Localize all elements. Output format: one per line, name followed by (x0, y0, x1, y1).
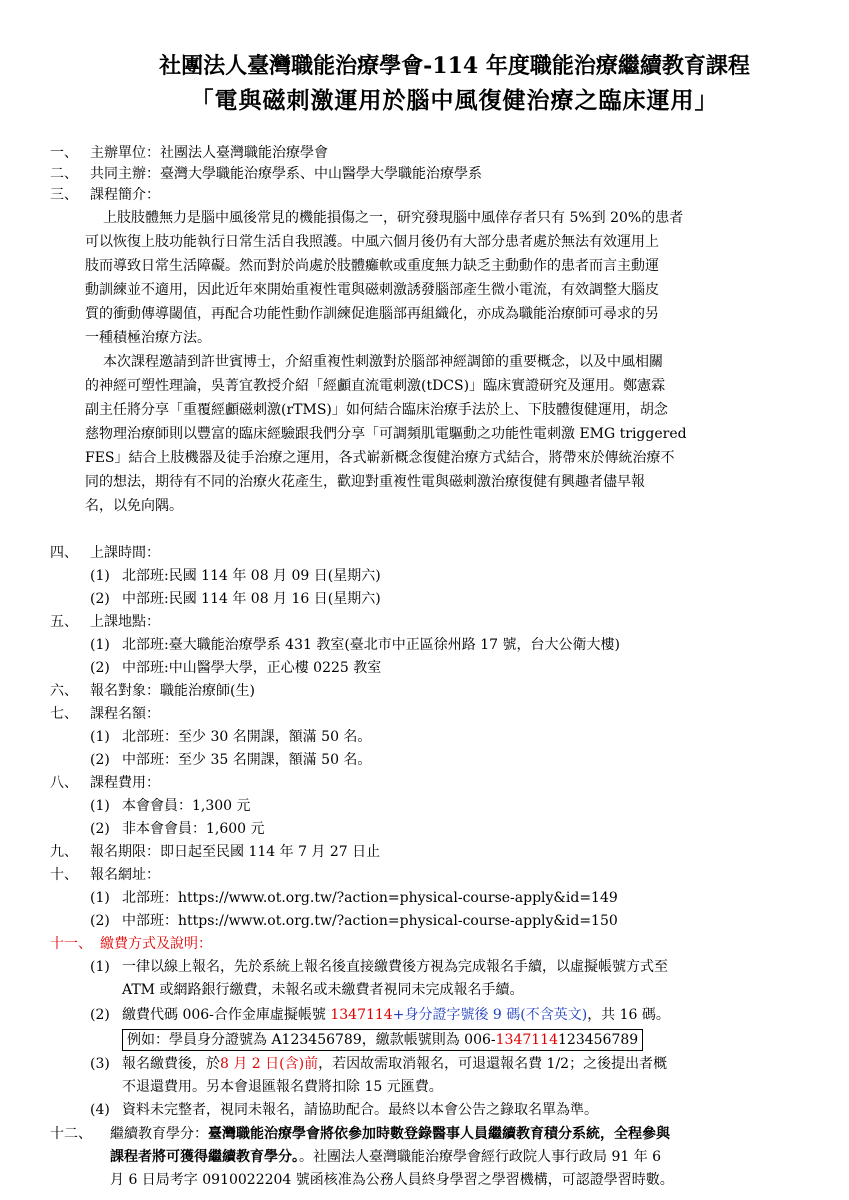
course-title: 「電與磁刺激運用於腦中風復健治療之臨床運用」 (190, 87, 719, 114)
section-number: 五、 (50, 614, 78, 630)
section-number: 六、 (50, 683, 78, 699)
document-page: 社團法人臺灣職能治療學會-114 年度職能治療繼續教育課程 「電與磁刺激運用於腦中風復健治療之臨床運用」 一、 主辦單位：社團法人臺灣職能治療學會 二、 共同主辦：臺灣大學職能治療學系、中山醫學大學職能治療學系 三、 課程簡介： 上肢肢體無力是腦中風後常見的機能損傷之一，研究發現腦中風倖存者只有 5%到 20%的患者 可以恢復上肢功能執行日常生活自我照護。中風六個月後仍有大部分患者處於無法有效運用上 肢而導致日常生活障礙。然而對於尚處於肢體癱軟或重度無力缺乏主動動作的患者而言主動運 動訓練並不適用，因此近年來開始重複性電與磁刺激誘發腦部產生微小電流，有效調整大腦皮 質的衝動傳導閾值，再配合功能性動作訓練促進腦部再組織化，亦成為職能治療師可尋求的另 一種積極治療方法。 本次課程邀請到許世賓博士，介紹重複性刺激對於腦部神經調節的重要概念，以及中風相關 的神經可塑性理論，吳菁宜教授介紹「經顱直流電刺激(tDCS)」臨床實證研究及運用。鄭憲霖 副主任將分享「重覆經顱磁刺激(rTMS)」如何結合臨床治療手法於上、下肢體復健運用，胡念 慈物理治療師則以豐富的臨床經驗跟我們分享「可調頻肌電驅動之功能性電刺激 EMG triggered FES」結合上肢機器及徒手治療之運用，各式嶄新概念復健治療方式結合，將帶來於傳統治療不 同的想法，期待有不同的治療火花產生，歡迎對重複性電與磁刺激治療復健有興趣者儘早報 名，以免向隅。 四、 上課時間： (1) 北部班:民國 114 年 08 月 09 日(星期六) (2) 中部班:民國 114 年 08 月 16 日(星期六) 五、 上課地點： (1) 北部班:臺大職能治療學系 431 教室(臺北市中正區徐州路 17 號，台大公衛大樓) (2) 中部班:中山醫學大學，正心樓 0225 教室 六、 報名對象：職能治療師(生) 七、 課程名額： (1) 北部班：至少 30 名開課，額滿 50 名。 (2) 中部班：至少 35 名開課，額滿 50 名。 八、 課程費用： (1) 本會會員：1,300 元 (2) 非本會會員：1,600 元 九、 報名期限：即日起至民國 114 年 7 月 27 日止 十、 報名網址： (1) 北部班：https://www.ot.org.tw/?action=physical-course-apply&id=149 (2) 中部班：https://www.ot.org.tw/?action=physical-course-apply&id=150 十一、 繳費方式及說明： (1) 一律以線上報名，先於系統上報名後直接繳費後方視為完成報名手續，以虛擬帳號方式至 ATM 或網路銀行繳費，未報名或未繳費者視同未完成報名手續。 (2) 繳費代碼 006-合作金庫虛擬帳號 1347114+身分證字號後 9 碼(不含英文)，共 16 碼。 例如：學員身分證號為 A123456789，繳款帳號則為 006-1347114123456789 (3) 報名繳費後，於8 月 2 日(含)前，若因故需取消報名，可退還報名費 1/2；之後提出者概 不退還費用。另本會退匯報名費將扣除 15 元匯費。 (4) 資料未完整者，視同未報名，請協助配合。最終以本會公告之錄取名單為準。 十二、 繼續教育學分：臺灣職能治療學會將依參加時數登錄醫事人員繼續教育積分系統，全程參與 課程者將可獲得繼續教育學分。。社團法人臺灣職能治療學會經行政院人事行政局 91 年 6 月 6 日局考字 0910022204 號函核准為公務人員終身學習之學習機構，可認證學習時數。 (0, 0, 849, 1200)
section-number: 二、 (50, 166, 78, 182)
section-number: 三、 (50, 187, 78, 203)
section-number: 一、 (50, 145, 78, 161)
section-number: 七、 (50, 706, 78, 722)
id-suffix-highlight: +身分證字號後 9 碼(不含英文) (392, 1007, 588, 1023)
section-text: 上課時間： (90, 545, 160, 561)
section-text: 課程費用： (90, 775, 160, 791)
section-text: 課程名額： (90, 706, 160, 722)
refund-deadline-highlight: 8 月 2 日(含)前 (220, 1056, 319, 1072)
section-number: 九、 (50, 844, 78, 860)
example-box: 例如：學員身分證號為 A123456789，繳款帳號則為 006-1347114123456789 (122, 1029, 643, 1051)
section-text: 繳費方式及說明： (100, 936, 212, 952)
section-text: 報名對象：職能治療師(生) (90, 683, 255, 699)
section-number: 十二、 (50, 1126, 92, 1142)
section-number: 四、 (50, 545, 78, 561)
section-text: 報名網址： (90, 867, 160, 883)
document-title: 社團法人臺灣職能治療學會-114 年度職能治療繼續教育課程 (159, 53, 750, 79)
section-number: 八、 (50, 775, 78, 791)
section-text: 報名期限：即日起至民國 114 年 7 月 27 日止 (90, 844, 381, 860)
section-text: 共同主辦：臺灣大學職能治療學系、中山醫學大學職能治療學系 (90, 166, 482, 182)
section-text: 主辦單位：社團法人臺灣職能治療學會 (90, 145, 328, 161)
account-code-highlight: 1347114 (330, 1007, 393, 1023)
north-registration-link[interactable]: 北部班：https://www.ot.org.tw/?action=physical-course-apply&id=149 (122, 890, 618, 906)
central-registration-link[interactable]: 中部班：https://www.ot.org.tw/?action=physical-course-apply&id=150 (122, 913, 618, 929)
section-text: 課程簡介： (90, 187, 160, 203)
section-number: 十、 (50, 867, 78, 883)
section-text: 上課地點： (90, 614, 160, 630)
section-number: 十一、 (50, 936, 92, 952)
